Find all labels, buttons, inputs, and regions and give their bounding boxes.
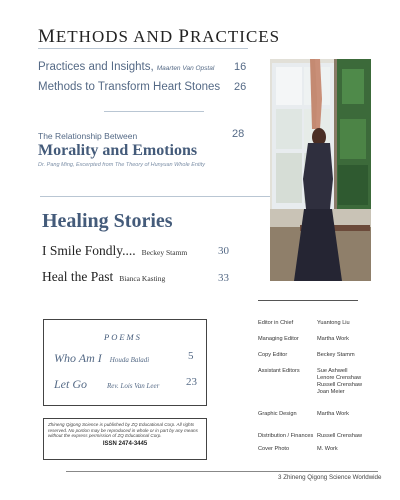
story-entry[interactable]: I Smile Fondly.... Beckey Stamm <box>42 243 188 258</box>
poem-entry[interactable]: Who Am I Houda Baladi <box>54 351 150 365</box>
poem-entry[interactable]: Let Go Rev. Lois Van Leer <box>54 377 160 391</box>
staff-name: Sue Ashwell <box>317 368 348 374</box>
healing-stories-heading: Healing Stories <box>42 210 173 232</box>
staff-name: Lenore Crenshaw <box>317 375 362 381</box>
page-footer <box>278 474 381 481</box>
publication-notice: Zhineng Qigong Science is published by ZQ Educational Corp. All rights reserved. No portion may be reproduced in whole or in part by any means without the express permission of ZQ Educational Corp. ISSN 2474-3445 <box>43 418 207 460</box>
qigong-pose-photo <box>270 59 371 281</box>
poems-box <box>43 319 207 406</box>
footer-rule <box>66 471 378 472</box>
staff-role: Distribution / Finances <box>258 433 314 439</box>
page-number: 30 <box>218 245 229 257</box>
page-number: 26 <box>234 81 247 93</box>
poems-heading: POEMS <box>104 332 142 342</box>
feature-byline: Dr. Pang Ming, Excerpted from The Theory of Hunyuan Whole Entity <box>38 162 206 168</box>
staff-role: Managing Editor <box>258 336 299 342</box>
story-entry[interactable]: Heal the Past Bianca Kasting <box>42 269 166 284</box>
section-title: METHODS AND PRACTICES <box>38 26 281 47</box>
page-number: 33 <box>218 272 229 284</box>
page-number: 28 <box>232 128 245 140</box>
staff-role: Graphic Design <box>258 411 297 417</box>
page-number: 5 <box>188 350 194 362</box>
staff-name: Joan Meier <box>317 389 345 395</box>
page-number: 23 <box>186 376 197 388</box>
footer-page-number: 3 <box>278 474 282 481</box>
header-rule <box>38 48 248 49</box>
divider <box>104 111 204 112</box>
issn: ISSN 2474-3445 <box>102 441 148 448</box>
staff-name: M. Work <box>317 446 338 452</box>
page-number: 16 <box>234 61 247 73</box>
staff-role: Copy Editor <box>258 352 288 358</box>
feature-kicker: The Relationship Between <box>38 131 138 141</box>
divider <box>258 300 358 301</box>
staff-name: Russell Crenshaw <box>317 382 363 388</box>
footer-publication: Zhineng Qigong Science Worldwide <box>283 474 382 481</box>
toc-entry-practices[interactable]: Practices and Insights, Maarten Van Opstal <box>38 61 215 73</box>
staff-name: Russell Crenshaw <box>317 433 363 439</box>
staff-role: Editor in Chief <box>258 320 294 326</box>
staff-name: Martha Work <box>317 336 349 342</box>
staff-name: Beckey Stamm <box>317 352 355 358</box>
staff-role: Assistant Editors <box>258 368 300 374</box>
toc-entry-heart-stones[interactable]: Methods to Transform Heart Stones <box>38 81 221 93</box>
staff-name: Martha Work <box>317 411 349 417</box>
feature-title[interactable]: Morality and Emotions <box>38 142 198 159</box>
cover-photo <box>270 59 371 281</box>
staff-name: Yuantong Liu <box>317 320 350 326</box>
staff-role: Cover Photo <box>258 446 290 452</box>
